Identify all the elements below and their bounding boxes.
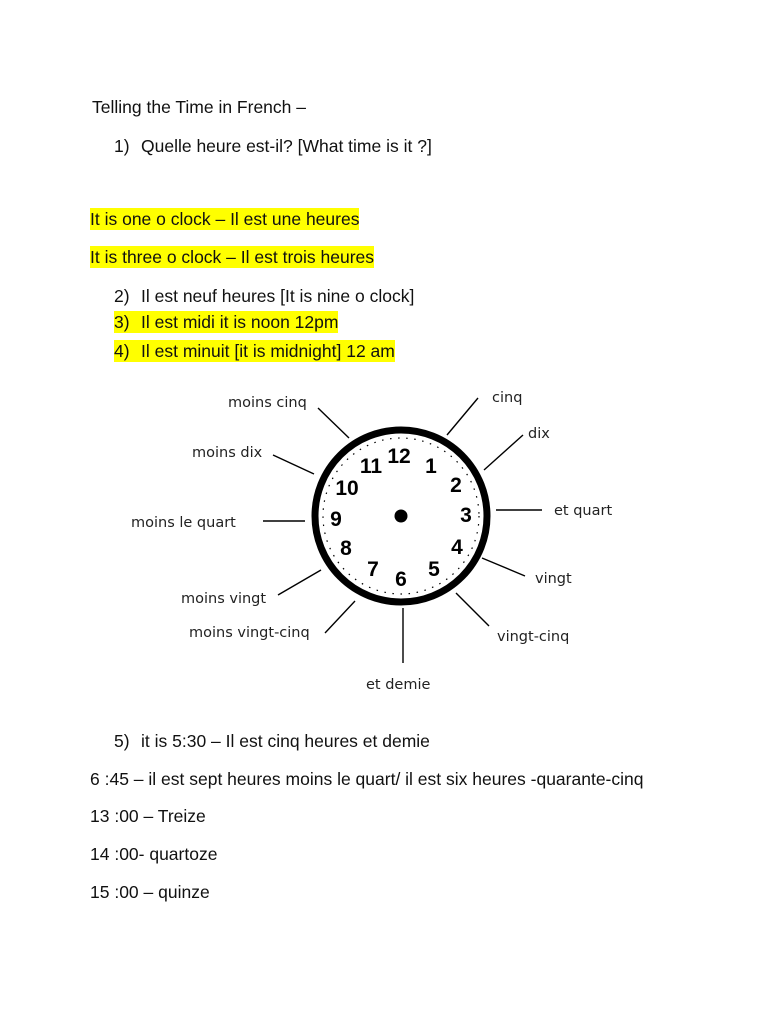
label-dix: dix [528, 426, 550, 442]
clock-number-4: 4 [451, 536, 463, 559]
label-moins-le-quart: moins le quart [131, 515, 236, 531]
clock-diagram [88, 375, 680, 712]
clock-number-8: 8 [340, 537, 352, 560]
list-number: 5) [114, 731, 130, 751]
label-vingt: vingt [535, 571, 572, 587]
text-line: 13 :00 – Treize [90, 806, 206, 826]
list-text: Il est midi it is noon 12pm [141, 312, 339, 332]
list-number: 2) [114, 286, 130, 306]
list-number: 1) [114, 136, 130, 156]
list-text: Quelle heure est-il? [What time is it ?] [141, 136, 432, 156]
highlighted-text: It is three o clock – Il est trois heures [90, 247, 375, 267]
label-vingt-cinq: vingt-cinq [497, 629, 570, 645]
page-title: Telling the Time in French – [92, 97, 306, 117]
list-item-1 [114, 134, 432, 158]
label-moins-vingt: moins vingt [181, 591, 267, 607]
clock-number-2: 2 [450, 474, 462, 497]
clock-svg [88, 375, 680, 712]
clock-number-12: 12 [387, 445, 411, 468]
clock-number-1: 1 [425, 455, 437, 478]
clock-number-6: 6 [395, 568, 407, 591]
list-item-3 [114, 310, 338, 334]
clock-number-11: 11 [359, 455, 383, 478]
list-text: Il est neuf heures [It is nine o clock] [141, 286, 415, 306]
clock-number-10: 10 [335, 477, 359, 500]
label-et-demie: et demie [366, 677, 431, 693]
label-cinq: cinq [492, 390, 523, 406]
text-line: 6 :45 – il est sept heures moins le quart/ il est six heures -quarante-cinq [90, 769, 644, 789]
clock-number-5: 5 [428, 558, 440, 581]
highlighted-line [90, 207, 359, 231]
label-moins-vingt-cinq: moins vingt-cinq [189, 625, 310, 641]
clock-number-9: 9 [330, 508, 342, 531]
text-line: 15 :00 – quinze [90, 882, 210, 902]
list-text: it is 5:30 – Il est cinq heures et demie [141, 731, 430, 751]
clock-number-7: 7 [367, 558, 379, 581]
highlighted-line [90, 245, 374, 269]
clock-center-dot [395, 510, 408, 523]
list-text: Il est minuit [it is midnight] 12 am [141, 341, 395, 361]
list-item-5 [114, 729, 430, 753]
list-number: 4) [114, 341, 130, 361]
clock-number-3: 3 [460, 504, 472, 527]
list-item-2 [114, 284, 414, 308]
highlighted-text: It is one o clock – Il est une heures [90, 209, 360, 229]
list-item-4 [114, 339, 395, 363]
list-number: 3) [114, 312, 130, 332]
label-moins-dix: moins dix [192, 445, 263, 461]
label-et-quart: et quart [554, 503, 613, 519]
label-moins-cinq: moins cinq [228, 395, 307, 411]
text-line: 14 :00- quartoze [90, 844, 218, 864]
